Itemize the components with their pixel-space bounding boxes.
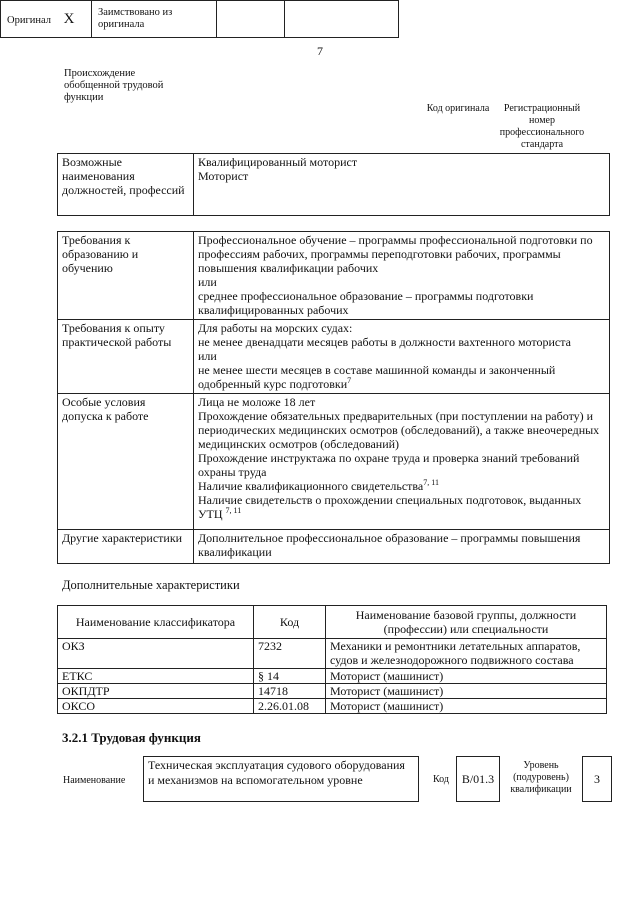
function-code-label: Код bbox=[433, 774, 449, 785]
col-header-code: Код bbox=[254, 606, 326, 639]
admission-line bbox=[198, 493, 605, 521]
table-row bbox=[58, 639, 607, 669]
classifier-cell: ОКПДТР bbox=[58, 684, 254, 699]
admission-line: Прохождение инструктажа по охране труда и проверка знаний требований охраны труда bbox=[198, 451, 580, 479]
page-number: 7 bbox=[317, 44, 323, 58]
position-item: Квалифицированный моторист bbox=[198, 155, 358, 169]
code-cell: § 14 bbox=[254, 669, 326, 684]
admission-line: Лица не моложе 18 лет bbox=[198, 395, 316, 409]
function-name-value: Техническая эксплуатация судового оборудования и механизмов на вспомогательном уровне bbox=[143, 756, 419, 802]
admission-label: Особые условия допуска к работе bbox=[58, 394, 194, 530]
admission-line: Прохождение обязательных предварительных (при поступлении на работу) и периодических медицинских осмотров (обследований), а также внеочередных медицинских осмотров (обследований) bbox=[198, 409, 600, 451]
experience-line: Для работы на морских судах: bbox=[198, 321, 353, 335]
positions-values bbox=[194, 154, 610, 216]
experience-text: не менее шести месяцев в составе машинной команды и законченный одобренный курс подготовки bbox=[198, 363, 556, 391]
education-line: или bbox=[198, 275, 217, 289]
original-cell bbox=[1, 1, 92, 38]
col-header-name: Наименование базовой группы, должности (профессии) или специальности bbox=[326, 606, 607, 639]
experience-line: или bbox=[198, 349, 217, 363]
other-label: Другие характеристики bbox=[58, 530, 194, 564]
qualification-level-value: 3 bbox=[582, 756, 612, 802]
admission-value bbox=[194, 394, 610, 530]
education-line: среднее профессиональное образование – программы подготовки квалифицированных рабочих bbox=[198, 289, 534, 317]
classifier-cell: ОКСО bbox=[58, 699, 254, 714]
name-cell: Механики и ремонтники летательных аппаратов, судов и железнодорожного подвижного состава bbox=[326, 639, 607, 669]
positions-table bbox=[57, 153, 610, 216]
admission-text: Наличие квалификационного свидетельства bbox=[198, 479, 424, 493]
name-cell: Моторист (машинист) bbox=[326, 699, 607, 714]
reg-number-cell bbox=[285, 1, 399, 38]
other-value: Дополнительное профессиональное образование – программы повышения квалификации bbox=[194, 530, 610, 564]
function-name-label: Наименование bbox=[63, 775, 126, 786]
education-value bbox=[194, 232, 610, 320]
table-row bbox=[58, 684, 607, 699]
footnote-ref: 7, 11 bbox=[225, 506, 242, 515]
experience-label: Требования к опыту практической работы bbox=[58, 320, 194, 394]
borrowed-cell: Заимствовано из оригинала bbox=[92, 1, 217, 38]
classifier-cell: ОКЗ bbox=[58, 639, 254, 669]
code-original-cell bbox=[217, 1, 285, 38]
classifier-table bbox=[57, 605, 607, 714]
admission-text: Наличие свидетельств о прохождении специальных подготовок, выданных УТЦ bbox=[198, 493, 582, 521]
name-cell: Моторист (машинист) bbox=[326, 684, 607, 699]
code-cell: 2.26.01.08 bbox=[254, 699, 326, 714]
code-cell: 7232 bbox=[254, 639, 326, 669]
original-mark: X bbox=[63, 10, 75, 27]
code-original-caption: Код оригинала bbox=[426, 103, 490, 114]
name-cell: Моторист (машинист) bbox=[326, 669, 607, 684]
experience-value bbox=[194, 320, 610, 394]
function-code-value: B/01.3 bbox=[456, 756, 500, 802]
origin-label: Происхождение обобщенной трудовой функции bbox=[64, 68, 164, 103]
position-item: Моторист bbox=[198, 169, 249, 183]
code-cell: 14718 bbox=[254, 684, 326, 699]
education-label: Требования к образованию и обучению bbox=[58, 232, 194, 320]
table-row bbox=[58, 669, 607, 684]
education-line: Профессиональное обучение – программы профессиональной подготовки по профессиям рабочих, программы переподготовки рабочих, программы повышения квалификации рабочих bbox=[198, 233, 593, 275]
experience-line bbox=[198, 363, 605, 391]
table-row bbox=[58, 699, 607, 714]
positions-label: Возможные наименования должностей, профессий bbox=[58, 154, 194, 216]
requirements-table bbox=[57, 231, 610, 564]
col-header-classifier: Наименование классификатора bbox=[58, 606, 254, 639]
experience-line: не менее двенадцати месяцев работы в должности вахтенного моториста bbox=[198, 335, 571, 349]
function-heading: 3.2.1 Трудовая функция bbox=[62, 730, 201, 745]
qualification-level-label: Уровень (подуровень) квалификации bbox=[510, 760, 572, 795]
footnote-ref: 7 bbox=[347, 376, 352, 385]
reg-number-caption: Регистрационный номер профессионального стандарта bbox=[499, 103, 585, 150]
original-label: Оригинал bbox=[7, 14, 51, 26]
classifier-cell: ЕТКС bbox=[58, 669, 254, 684]
footnote-ref: 7, 11 bbox=[423, 478, 439, 487]
origin-table bbox=[0, 0, 399, 38]
additional-caption: Дополнительные характеристики bbox=[62, 578, 240, 592]
admission-line bbox=[198, 479, 605, 493]
